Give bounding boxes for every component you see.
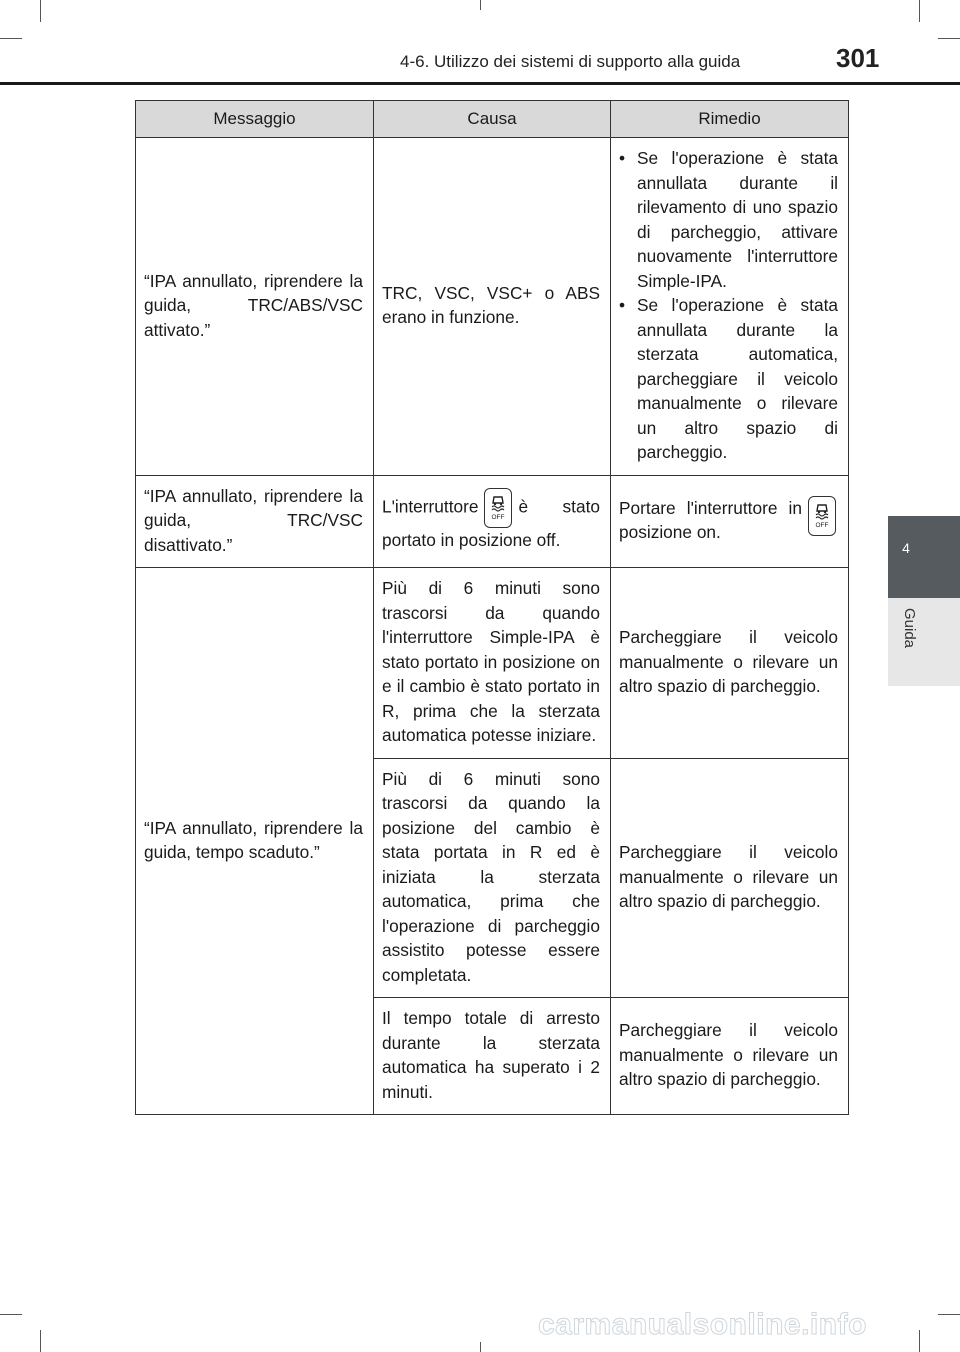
vsc-off-label: OFF bbox=[491, 514, 505, 521]
header-messaggio: Messaggio bbox=[136, 101, 374, 138]
section-tab bbox=[888, 598, 960, 686]
table-row bbox=[136, 138, 849, 476]
remedy-text: Portare l'interruttore in posizione on. bbox=[619, 497, 802, 543]
remedy-cell: Parcheggiare il veicolo manualmente o rilevare un altro spazio di parcheggio. bbox=[611, 758, 849, 998]
remedy-item: • Se l'operazione è stata annullata durante la sterzata automatica, parcheggiare il veicolo manualmente o rilevare un altro spazio di parcheggio. bbox=[619, 293, 838, 465]
cause-cell bbox=[374, 475, 611, 568]
header-rule bbox=[0, 82, 960, 85]
message-cell: “IPA annullato, riprendere la guida, TRC/ABS/VSC attivato.” bbox=[136, 138, 374, 476]
section-heading: 4-6. Utilizzo dei sistemi di supporto alla guida bbox=[400, 52, 741, 71]
crop-mark bbox=[919, 0, 920, 22]
cause-text-before: L'interruttore bbox=[382, 496, 479, 517]
cause-cell: TRC, VSC, VSC+ o ABS erano in funzione. bbox=[374, 138, 611, 476]
remedy-item: • Se l'operazione è stata annullata durante il rilevamento di uno spazio di parcheggio, attivare nuovamente l'interruttore Simple-IPA. bbox=[619, 146, 838, 293]
crop-mark bbox=[0, 38, 22, 39]
remedy-cell bbox=[611, 475, 849, 568]
remedy-cell bbox=[611, 138, 849, 476]
watermark-logo bbox=[538, 1302, 958, 1342]
vsc-off-switch-icon bbox=[808, 496, 836, 536]
crop-mark bbox=[40, 0, 41, 22]
message-cell: “IPA annullato, riprendere la guida, tempo scaduto.” bbox=[136, 568, 374, 1115]
vsc-off-switch-icon bbox=[484, 488, 512, 528]
vsc-off-glyph bbox=[488, 494, 508, 522]
cause-text-after: è stato portato in posizione off. bbox=[382, 496, 600, 550]
crop-mark bbox=[0, 1314, 22, 1315]
cause-cell: Più di 6 minuti sono trascorsi da quando l'interruttore Simple-IPA è stato portato in posizione on e il cambio è stato portato in R, prima che la sterzata automatica potesse iniziare. bbox=[374, 568, 611, 759]
crop-mark bbox=[480, 1342, 481, 1352]
cause-cell: Più di 6 minuti sono trascorsi da quando la posizione del cambio è stata portata in R ed è iniziata la sterzata automatica, prima che l'operazione di parcheggio assistito potesse essere completata. bbox=[374, 758, 611, 998]
watermark-text: carmanualsonline.info bbox=[538, 1308, 867, 1341]
vsc-off-glyph bbox=[812, 502, 832, 530]
section-label: Guida bbox=[901, 608, 918, 649]
cause-cell: Il tempo totale di arresto durante la sterzata automatica ha superato i 2 minuti. bbox=[374, 998, 611, 1115]
remedy-cell: Parcheggiare il veicolo manualmente o rilevare un altro spazio di parcheggio. bbox=[611, 998, 849, 1115]
crop-mark bbox=[40, 1330, 41, 1352]
table-header-row bbox=[136, 101, 849, 138]
crop-mark bbox=[938, 38, 960, 39]
chapter-tab bbox=[888, 516, 960, 598]
table-row bbox=[136, 475, 849, 568]
header-causa: Causa bbox=[374, 101, 611, 138]
page-number: 301 bbox=[836, 43, 880, 73]
vsc-off-label: OFF bbox=[815, 521, 829, 529]
remedy-cell: Parcheggiare il veicolo manualmente o rilevare un altro spazio di parcheggio. bbox=[611, 568, 849, 759]
message-cell: “IPA annullato, riprendere la guida, TRC/VSC disattivato.” bbox=[136, 475, 374, 568]
remedy-list bbox=[619, 146, 838, 465]
crop-mark bbox=[480, 0, 481, 10]
chapter-number: 4 bbox=[902, 540, 910, 556]
table-row bbox=[136, 568, 849, 759]
message-table bbox=[135, 100, 849, 1115]
header-rimedio: Rimedio bbox=[611, 101, 849, 138]
